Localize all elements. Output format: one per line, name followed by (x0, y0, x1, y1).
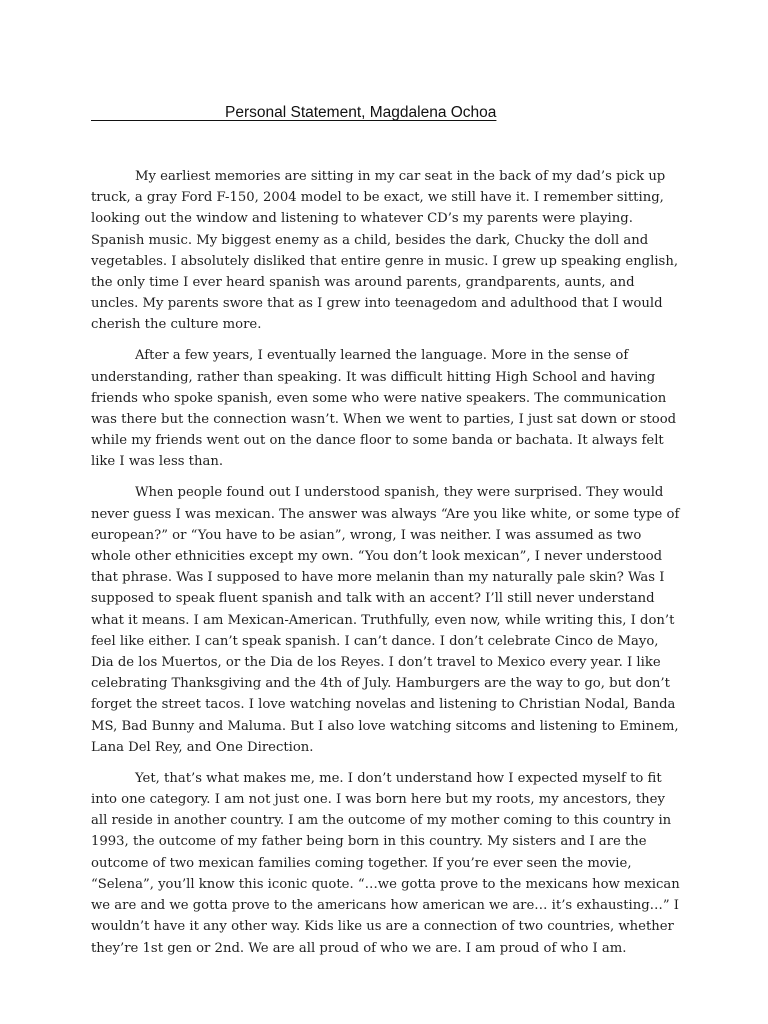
paragraph-3: When people found out I understood spanish, they were surprised. They would never guess I was mexican. The answer was always “Are you like white, or some type of european?” or “You have to be asian”, wrong, I was neither. I was assumed as two whole other ethnicities except my own. “You don’t look mexican”, I never understood that phrase. Was I supposed to have more melanin than my naturally pale skin? Was I supposed to speak fluent spanish and talk with an accent? I’ll still never understand what it means. I am Mexican-American. Truthfully, even now, while writing this, I don’t feel like either. I can’t speak spanish. I can’t dance. I don’t celebrate Cinco de Mayo, Dia de los Muertos, or the Dia de los Reyes. I don’t travel to Mexico every year. I like celebrating Thanksgiving and the 4th of July. Hamburgers are the way to go, but don’t forget the street tacos. I love watching novelas and listening to Christian Nodal, Banda MS, Bad Bunny and Maluma. But I also love watching sitcoms and listening to Eminem, Lana Del Rey, and One Direction. (91, 485, 680, 755)
document-title-row (91, 104, 691, 126)
title-underline-lead (91, 104, 225, 121)
paragraph-1: My earliest memories are sitting in my car seat in the back of my dad’s pick up truck, a gray Ford F-150, 2004 model to be exact, we still have it. I remember sitting, looking out the window and listening to whatever CD’s my parents were playing. Spanish music. My biggest enemy as a child, besides the dark, Chucky the doll and vegetables. I absolutely disliked that entire genre in music. I grew up speaking english, the only time I ever heard spanish was around parents, grandparents, aunts, and uncles. My parents swore that as I grew into teenagedom and adulthood that I would cherish the culture more. (91, 169, 679, 333)
document-body (91, 166, 681, 969)
paragraph-2: After a few years, I eventually learned the language. More in the sense of understanding, rather than speaking. It was difficult hitting High School and having friends who spoke spanish, even some who were native speakers. The communication was there but the connection wasn’t. When we went to parties, I just sat down or stood while my friends went out on the dance floor to some banda or bachata. It always felt like I was less than. (91, 348, 677, 470)
document-title: Personal Statement, Magdalena Ochoa (225, 104, 497, 121)
paragraph-4: Yet, that’s what makes me, me. I don’t understand how I expected myself to fit into one category. I am not just one. I was born here but my roots, my ancestors, they all reside in another country. I am the outcome of my mother coming to this country in 1993, the outcome of my father being born in this country. My sisters and I are the outcome of two mexican families coming together. If you’re ever seen the movie, “Selena”, you’ll know this iconic quote. “…we gotta prove to the mexicans how mexican we are and we gotta prove to the americans how american we are… it’s exhausting…” I wouldn’t have it any other way. Kids like us are a connection of two countries, whether they’re 1st gen or 2nd. We are all proud of who we are. I am proud of who I am. (91, 770, 680, 956)
